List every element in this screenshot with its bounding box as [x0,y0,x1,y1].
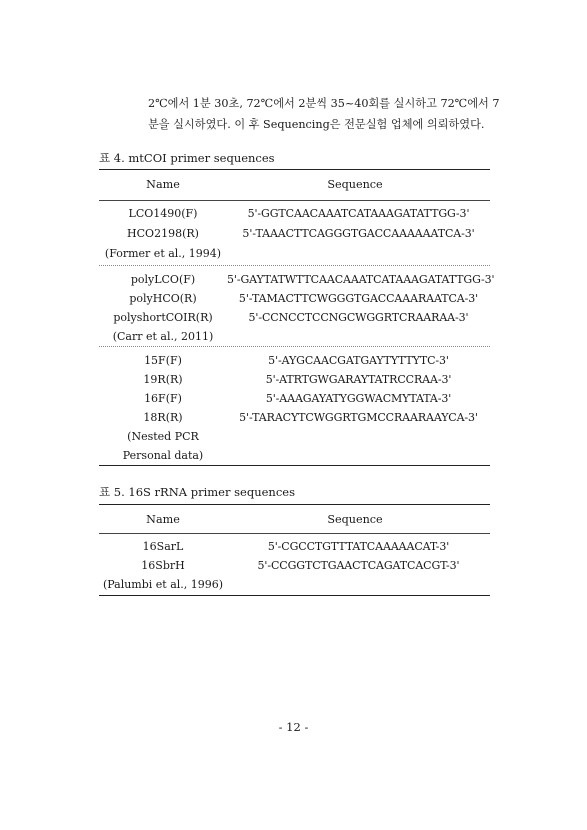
paragraph-line-2: 분을 실시하였다. 이 후 Sequencing은 전문실험 업체에 의뢰하였다. [148,118,485,131]
primer-name: 16F(F) [144,392,182,405]
table-row [99,227,490,247]
table-row [99,430,490,450]
primer-reference: (Palumbi et al., 1996) [102,578,224,591]
table5-header-name: Name [146,513,180,526]
table-row [99,273,495,293]
table4-header-rule [99,200,490,201]
primer-name: 16SbrH [141,559,185,572]
primer-sequence: 5'-AYGCAACGATGAYTYTTYTC-3' [268,354,449,367]
table-row [99,540,490,560]
primer-name: 19R(R) [143,373,183,386]
table4-bottom-rule [99,465,490,466]
paragraph-line-1: 2℃에서 1분 30초, 72℃에서 2분씩 35~40회를 실시하고 72℃에서 7 [148,97,500,110]
primer-name: HCO2198(R) [127,227,199,240]
table5-caption: 표 5. 16S rRNA primer sequences [99,485,295,499]
primer-name: polyshortCOIR(R) [113,311,213,324]
primer-sequence: 5'-GAYTATWTTCAACAAATCATAAAGATATTGG-3' [227,273,495,286]
table-row [99,411,490,431]
table-row [99,292,490,312]
table5-header-rule [99,533,490,534]
primer-name: 16SarL [142,540,184,553]
primer-sequence: 5'-GGTCAACAAATCATAAAGATATTGG-3' [247,207,470,220]
table-row [99,247,490,267]
primer-sequence: 5'-ATRTGWGARAYTATRCCRAA-3' [265,373,452,386]
primer-sequence: 5'-TARACYTCWGGRTGMCCRAARAAYCA-3' [239,411,478,424]
table-row [99,559,490,579]
table5-top-rule [99,504,490,505]
table-row [99,354,490,374]
table-row [99,207,490,227]
page-number: - 12 - [278,720,309,734]
table-row [99,449,490,469]
table-row [99,330,490,350]
table-row [99,392,490,412]
primer-name: polyLCO(F) [130,273,196,286]
table5-bottom-rule [99,595,490,596]
table4-header-name: Name [146,178,180,191]
primer-reference: Personal data) [122,449,204,462]
primer-sequence: 5'-CCGGTCTGAACTCAGATCACGT-3' [257,559,460,572]
primer-reference: (Nested PCR [127,430,199,443]
table4-header-sequence: Sequence [327,178,383,191]
primer-name: 15F(F) [144,354,182,367]
table4-top-rule [99,169,490,170]
table4-caption: 표 4. mtCOI primer sequences [99,151,275,165]
primer-sequence: 5'-TAAACTTCAGGGTGACCAAAAAATCA-3' [242,227,475,240]
primer-sequence: 5'-CGCCTGTTTATCAAAAACAT-3' [267,540,450,553]
table-row [99,373,490,393]
primer-name: LCO1490(F) [128,207,198,220]
primer-name: 18R(R) [143,411,183,424]
primer-reference: (Former et al., 1994) [104,247,222,260]
primer-name: polyHCO(R) [129,292,197,305]
primer-sequence: 5'-TAMACTTCWGGGTGACCAAARAATCA-3' [238,292,479,305]
body-paragraph [148,93,548,135]
table4-group-divider [99,346,490,347]
table5-header-sequence: Sequence [327,513,383,526]
table-row [99,311,490,331]
table4-group-divider [99,265,490,266]
primer-sequence: 5'-AAAGAYATYGGWACMYTATA-3' [265,392,452,405]
primer-sequence: 5'-CCNCCTCCNGCWGGRTCRAARAA-3' [248,311,469,324]
primer-reference: (Carr et al., 2011) [112,330,214,343]
